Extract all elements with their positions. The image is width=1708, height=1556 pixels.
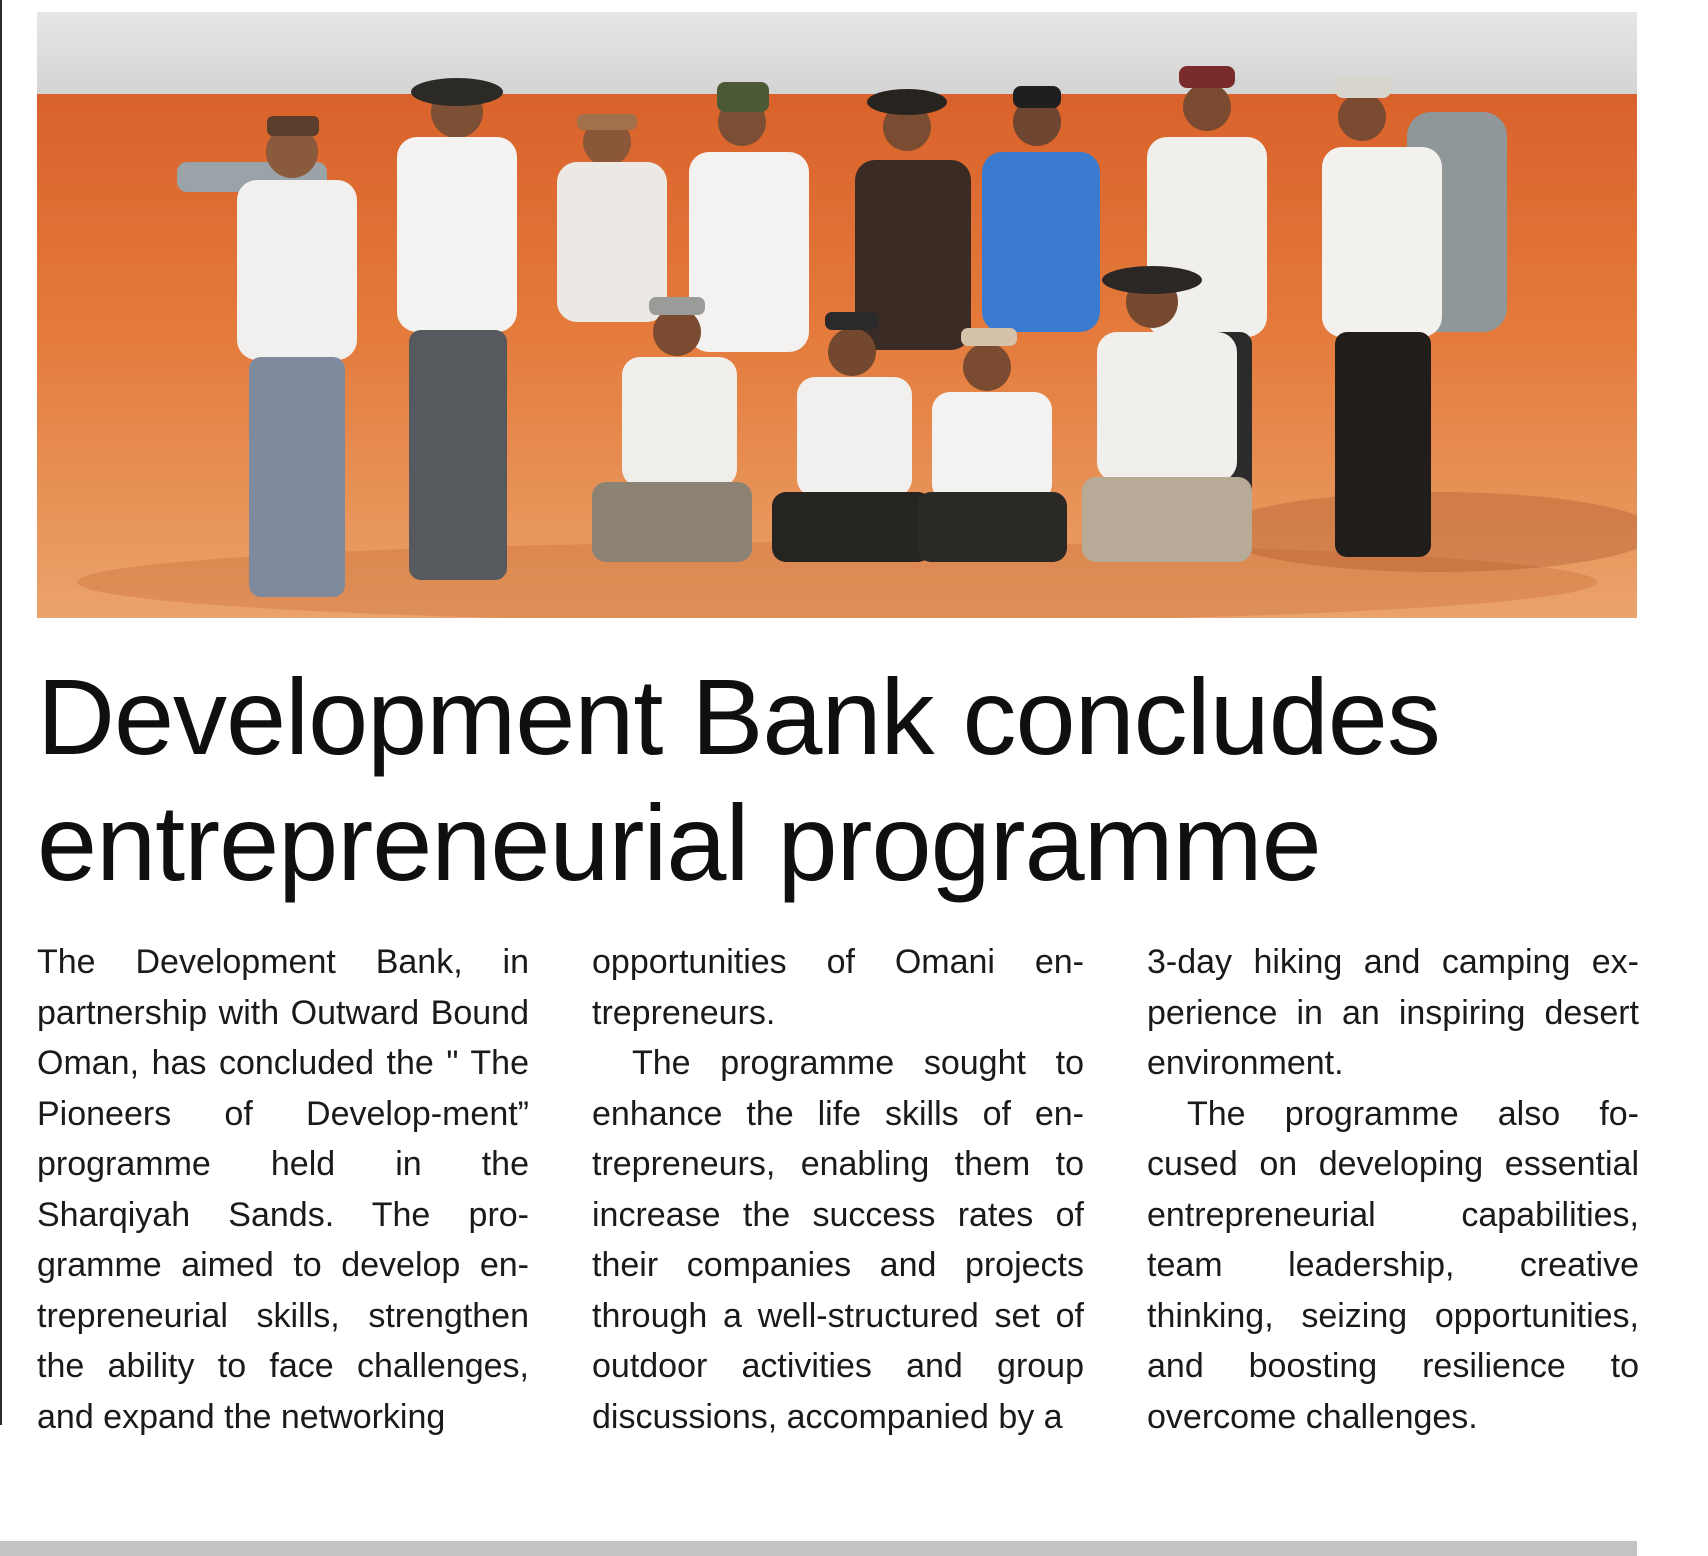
article-column-2	[592, 937, 1084, 1442]
headline-line-2: entrepreneurial programme	[37, 782, 1321, 903]
column-2-paragraph-2: The programme sought to enhance the life skills of en-trepreneurs, enabling them to increase the success rates of their companies and projects through a well-structured set of outdoor activities and group discussions, accompanied by a	[592, 1044, 1084, 1436]
column-1-paragraph-1: The Development Bank, in partnership with Outward Bound Oman, has concluded the " The Pioneers of Develop-ment” programme held in the Sharqiyah Sands. The pro-gramme aimed to develop en-trepreneurial skills, strengthen the ability to face challenges, and expand the networking	[37, 943, 529, 1436]
article-photo	[37, 12, 1637, 618]
column-3-paragraph-2: The programme also fo-cused on developing essential entrepreneurial capabilities, team leadership, creative thinking, seizing opportunities, and boosting resilience to overcome challenges.	[1147, 1094, 1639, 1436]
article-headline	[37, 654, 1637, 906]
column-2-paragraph-1: opportunities of Omani en-trepreneurs.	[592, 943, 1084, 1032]
left-column-rule	[0, 0, 2, 1425]
page-bottom-bar	[0, 1541, 1637, 1556]
article-column-3	[1147, 937, 1639, 1442]
group-photo-desert-hikers-icon	[37, 12, 1637, 618]
article-column-1	[37, 937, 529, 1442]
column-3-paragraph-1: 3-day hiking and camping ex-perience in an inspiring desert environment.	[1147, 943, 1639, 1082]
headline-line-1: Development Bank concludes	[37, 656, 1440, 777]
